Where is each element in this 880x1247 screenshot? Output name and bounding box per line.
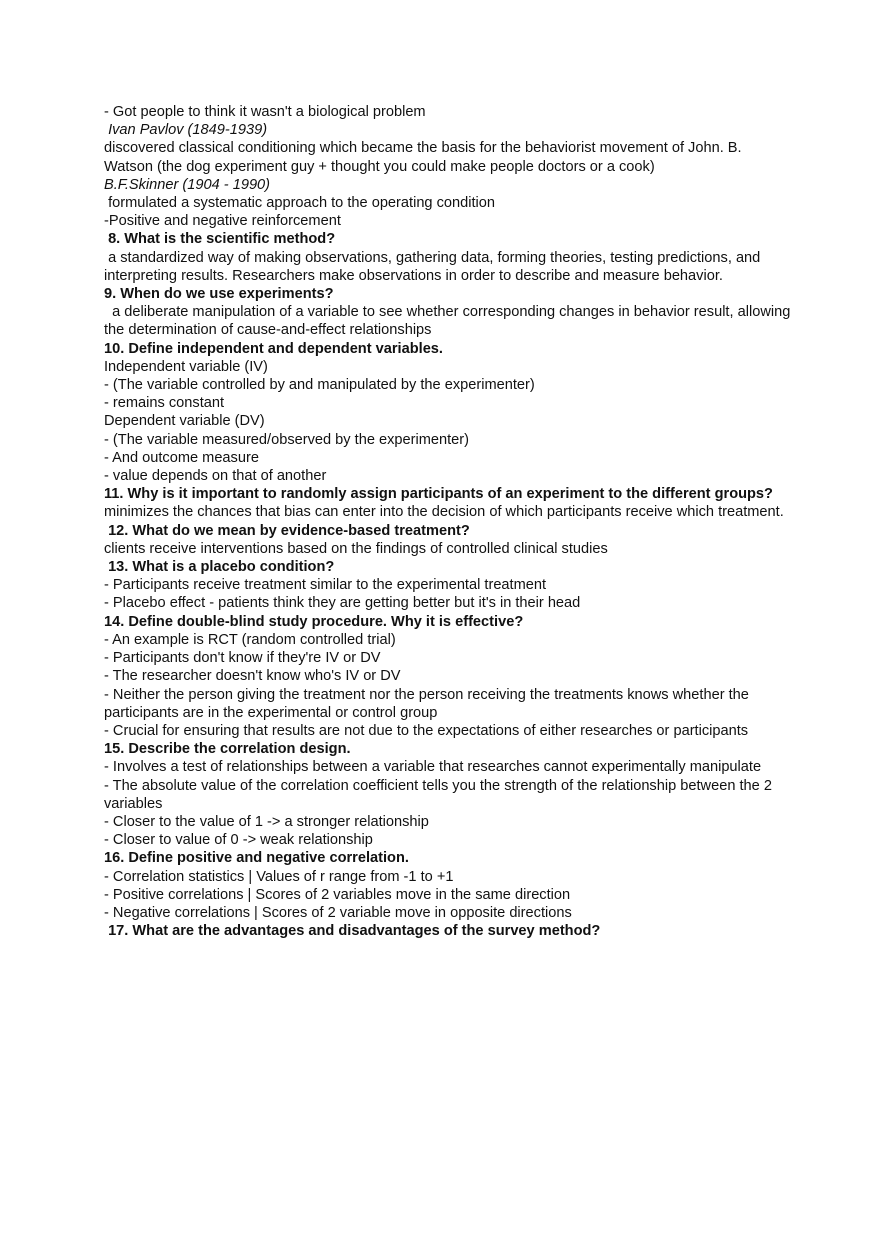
- text-line: - Participants don't know if they're IV or DV: [104, 650, 381, 667]
- text-line: -Positive and negative reinforcement: [104, 213, 341, 230]
- question-heading: 8. What is the scientific method?: [104, 231, 336, 248]
- question-heading: 13. What is a placebo condition?: [104, 559, 335, 576]
- question-heading: 11. Why is it important to randomly assign participants of an experiment to the different groups?: [104, 486, 773, 503]
- text-line: - An example is RCT (random controlled trial): [104, 631, 396, 648]
- question-heading: 12. What do we mean by evidence-based treatment?: [104, 522, 470, 539]
- question-heading: 17. What are the advantages and disadvantages of the survey method?: [104, 923, 601, 940]
- text-line: formulated a systematic approach to the operating condition: [104, 195, 496, 212]
- text-line: - Crucial for ensuring that results are not due to the expectations of either researches or participants: [104, 722, 749, 739]
- text-line: - The researcher doesn't know who's IV or DV: [104, 668, 401, 685]
- question-heading: 9. When do we use experiments?: [104, 286, 334, 303]
- text-line: - Placebo effect - patients think they are getting better but it's in their head: [104, 595, 581, 612]
- text-line: - Closer to the value of 1 -> a stronger relationship: [104, 813, 429, 830]
- text-line: Ivan Pavlov (1849-1939): [104, 122, 268, 139]
- question-heading: 14. Define double-blind study procedure. Why it is effective?: [104, 613, 524, 630]
- text-line: a standardized way of making observations, gathering data, forming theories, testing predictions, and interpreting results. Researchers make observations in order to describe and measure behavior.: [104, 249, 765, 284]
- text-line: a deliberate manipulation of a variable to see whether corresponding changes in behavior result, allowing the determination of cause-and-effect relationships: [104, 304, 795, 339]
- text-line: discovered classical conditioning which became the basis for the behaviorist movement of John. B. Watson (the dog experiment guy + thought you could make people doctors or a cook): [104, 140, 746, 175]
- text-line: - Involves a test of relationships between a variable that researches cannot experimentally manipulate: [104, 759, 762, 776]
- text-line: clients receive interventions based on the findings of controlled clinical studies: [104, 540, 608, 557]
- text-line: B.F.Skinner (1904 - 1990): [104, 176, 271, 193]
- question-heading: 15. Describe the correlation design.: [104, 741, 351, 758]
- text-line: - Closer to value of 0 -> weak relationship: [104, 832, 373, 849]
- text-line: minimizes the chances that bias can enter into the decision of which participants receive which treatment.: [104, 504, 784, 521]
- question-heading: 16. Define positive and negative correlation.: [104, 850, 409, 867]
- text-line: - Correlation statistics | Values of r range from -1 to +1: [104, 868, 454, 885]
- text-line: Independent variable (IV): [104, 358, 268, 375]
- text-line: - remains constant: [104, 395, 225, 412]
- document-page: [104, 103, 794, 940]
- text-line: - The absolute value of the correlation coefficient tells you the strength of the relationship between the 2 variables: [104, 777, 777, 812]
- text-line: - Positive correlations | Scores of 2 variables move in the same direction: [104, 886, 571, 903]
- text-line: - Negative correlations | Scores of 2 variable move in opposite directions: [104, 904, 572, 921]
- text-line: Dependent variable (DV): [104, 413, 265, 430]
- text-line: - value depends on that of another: [104, 468, 327, 485]
- text-line: - Neither the person giving the treatment nor the person receiving the treatments knows whether the participants are in the experimental or control group: [104, 686, 753, 721]
- text-line: - (The variable measured/observed by the experimenter): [104, 431, 470, 448]
- text-line: - Got people to think it wasn't a biological problem: [104, 104, 426, 120]
- text-line: - Participants receive treatment similar to the experimental treatment: [104, 577, 547, 594]
- text-line: - (The variable controlled by and manipulated by the experimenter): [104, 377, 535, 394]
- question-heading: 10. Define independent and dependent variables.: [104, 340, 443, 357]
- text-line: - And outcome measure: [104, 449, 259, 466]
